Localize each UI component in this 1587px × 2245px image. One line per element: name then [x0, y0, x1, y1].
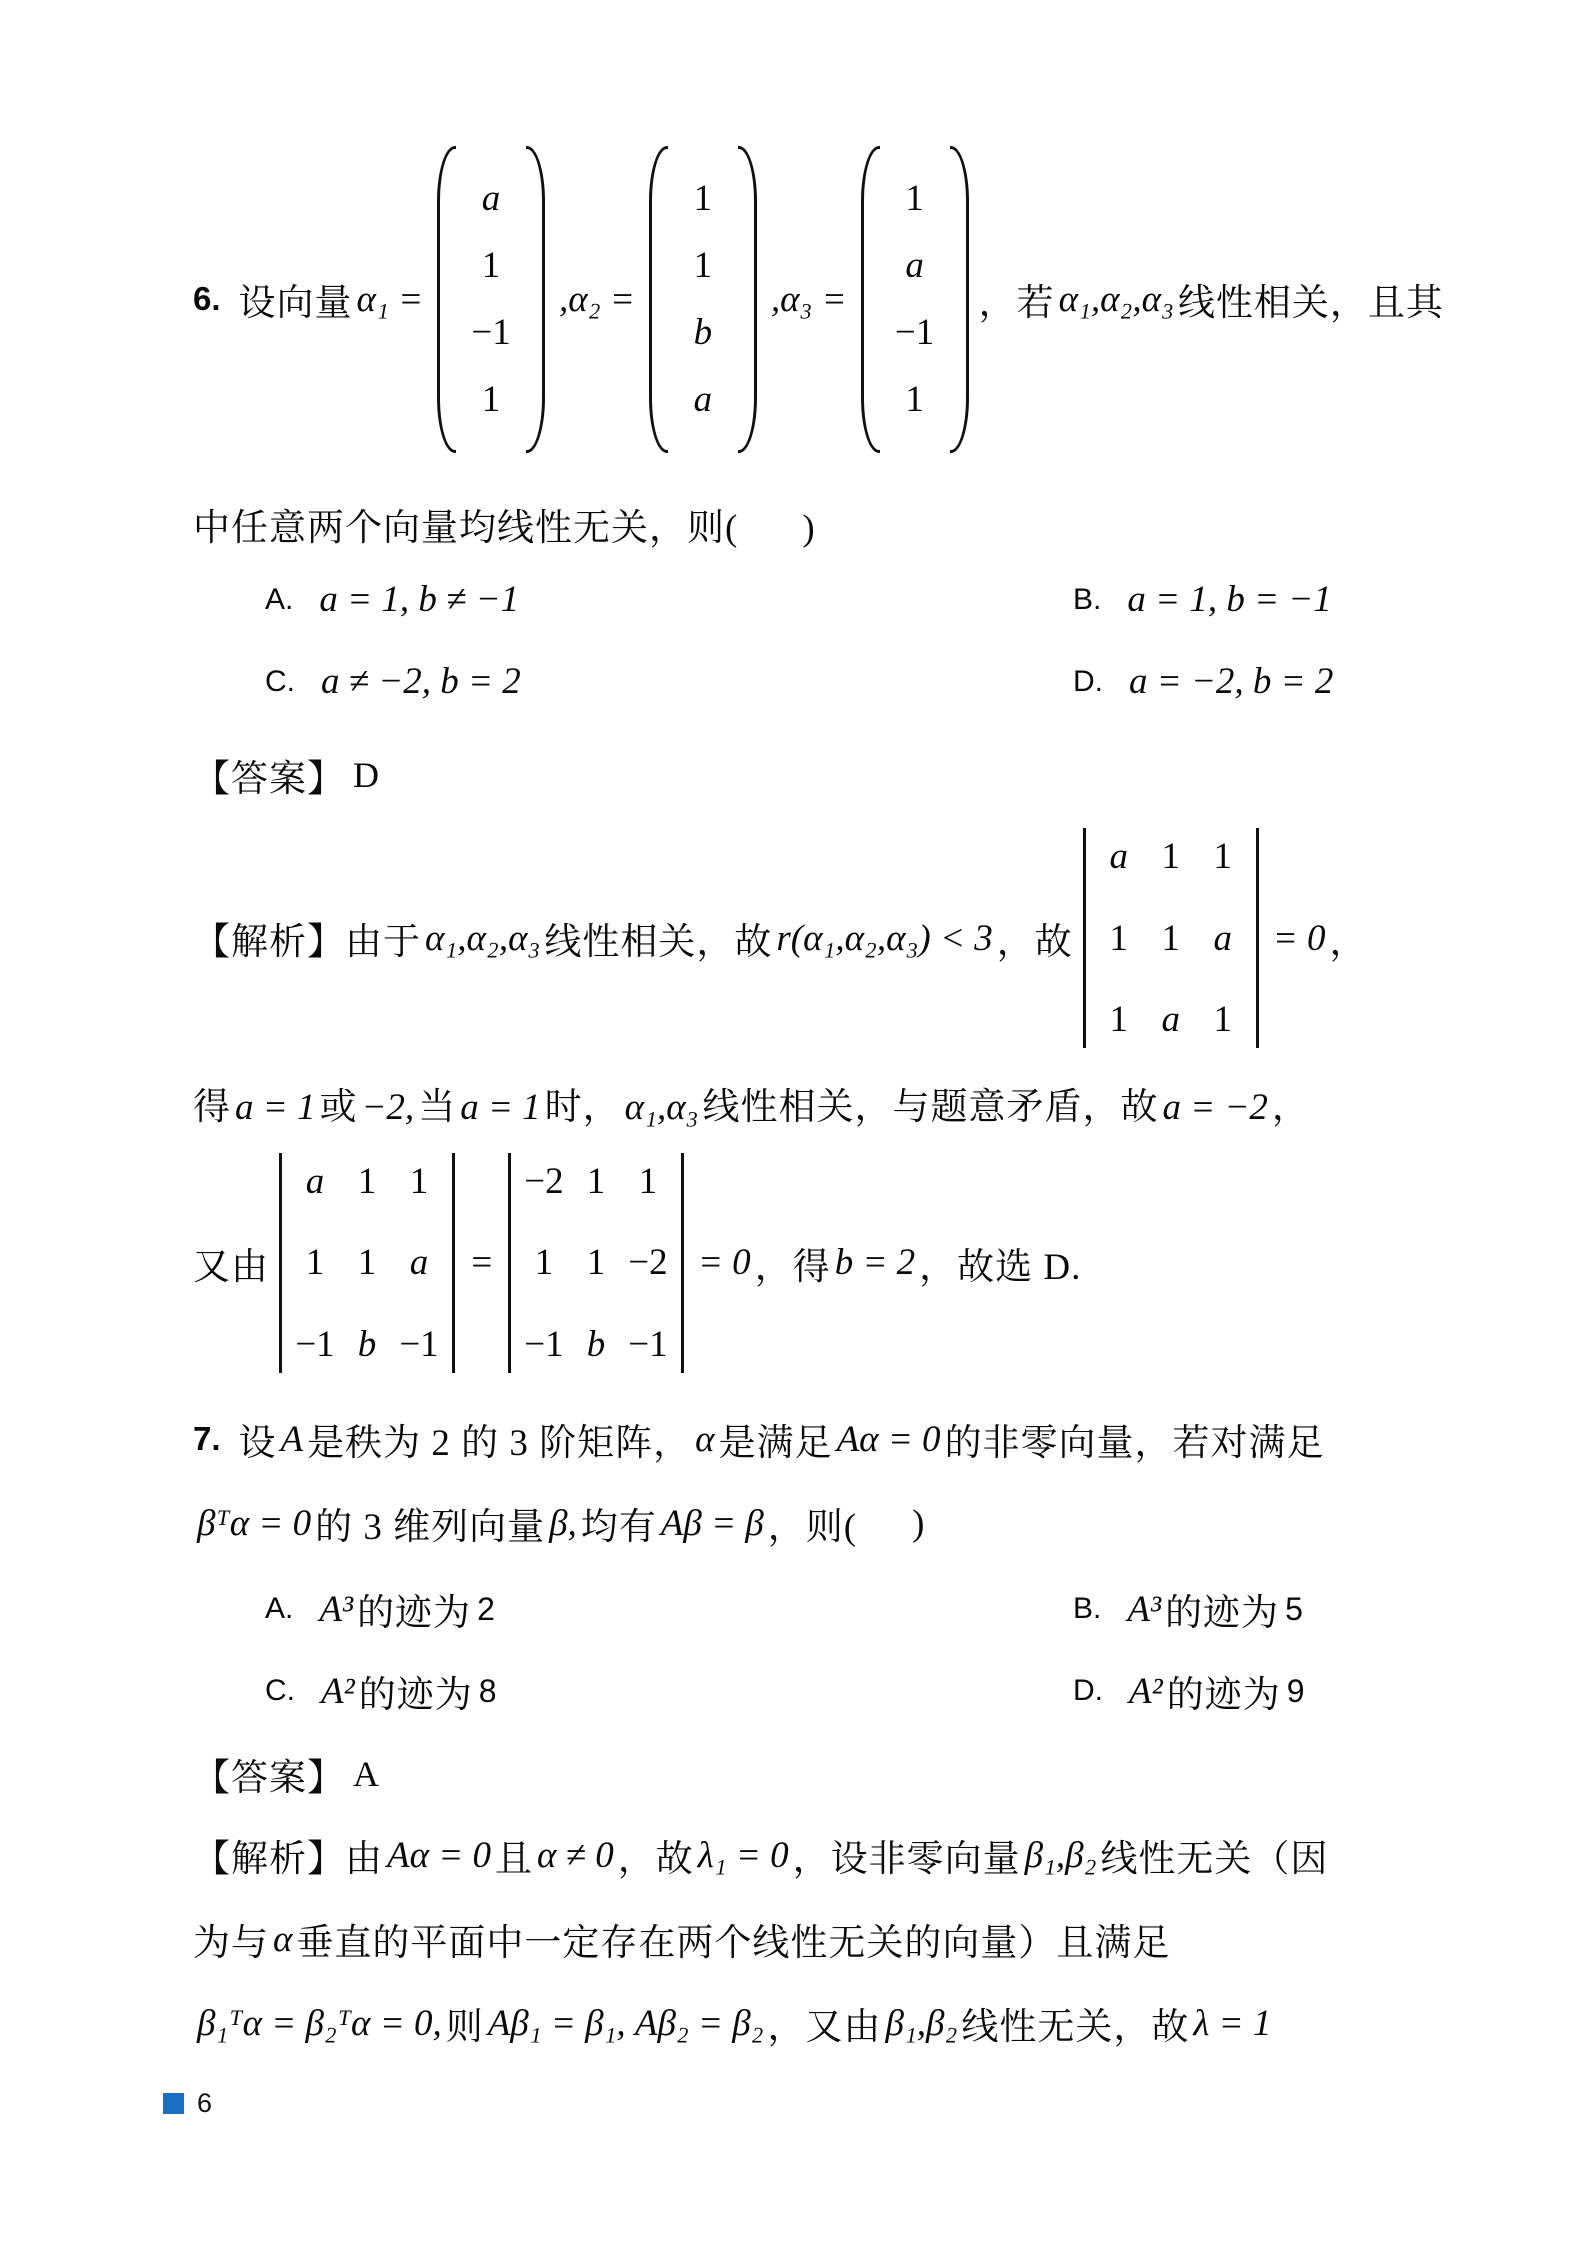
- vector-column: [668, 146, 738, 453]
- q7-math: βᵀα = 0: [197, 1502, 312, 1544]
- solution-math: α: [273, 1918, 293, 1960]
- solution-text: ，: [1329, 922, 1368, 963]
- solution-text: ，故选 D.: [919, 1246, 1082, 1288]
- option-text: 的迹为: [358, 1675, 473, 1716]
- det-entry: 1: [586, 1242, 606, 1283]
- vector-entry: 1: [905, 379, 924, 421]
- solution-text: 【解析】由: [193, 1839, 383, 1880]
- q7-text: ，则(: [767, 1507, 858, 1548]
- vector-entry: 1: [481, 244, 501, 286]
- det-entry: 1: [1213, 836, 1232, 877]
- q6-solution-line1: [193, 836, 1367, 1040]
- solution-math: a = 1: [460, 1087, 541, 1128]
- solution-text: 线性无关（因: [1100, 1839, 1329, 1880]
- det-entry: 1: [357, 1242, 377, 1283]
- solution-math: β₁ᵀα = β₂ᵀα = 0,: [197, 2002, 442, 2044]
- option-label: D.: [1073, 1674, 1103, 1707]
- option-value: 2: [477, 1590, 495, 1627]
- option-power: A³: [1127, 1588, 1162, 1630]
- vector-entry: a: [481, 177, 501, 219]
- q7-math: A: [280, 1418, 304, 1460]
- det-entry: a: [1161, 999, 1180, 1040]
- q6-solution-line2: [193, 1076, 1310, 1130]
- solution-text: ，故: [996, 922, 1073, 963]
- footer-marker-square: [163, 2093, 184, 2114]
- vector-entry: 1: [693, 177, 713, 219]
- determinant-2: [279, 1153, 455, 1373]
- q7-question-line1: [193, 1412, 1325, 1466]
- option-label: C.: [265, 1674, 295, 1707]
- det-entry: 1: [409, 1160, 429, 1202]
- det-entry: −1: [295, 1323, 335, 1365]
- det-entry: 1: [1109, 917, 1128, 959]
- answer-value: D: [353, 755, 379, 795]
- solution-math: = 0: [1272, 917, 1326, 959]
- option-label: B.: [1073, 582, 1102, 616]
- q7-solution-line3: [193, 1996, 1275, 2050]
- det-entry: −1: [399, 1323, 439, 1365]
- q7-option-a: [265, 1582, 495, 1636]
- q7-answer-line: [193, 1747, 379, 1801]
- solution-math: = 0: [697, 1242, 751, 1283]
- vector-entry: 1: [905, 177, 924, 219]
- solution-text: 线性相关，故: [544, 922, 773, 963]
- q6-alpha2-label: ,α₂ =: [559, 278, 635, 320]
- right-paren: [738, 146, 757, 453]
- q7-math: Aα = 0: [836, 1418, 941, 1460]
- q7-solution-line1: [193, 1828, 1328, 1882]
- option-power: A³: [319, 1588, 354, 1630]
- solution-text: 得: [193, 1087, 231, 1128]
- option-label: A.: [265, 582, 294, 616]
- solution-math: Aα = 0: [387, 1834, 491, 1876]
- q6-alphas-list: α₁,α₂,α₃: [1058, 278, 1174, 320]
- q7-number: 7.: [193, 1420, 221, 1457]
- q7-text: 是满足: [718, 1423, 833, 1464]
- det-entry: a: [1109, 836, 1128, 877]
- det-entry: 1: [1213, 999, 1232, 1040]
- right-paren: [950, 146, 969, 453]
- det-entry: 1: [305, 1242, 325, 1283]
- answer-value: A: [353, 1754, 379, 1794]
- det-entry: a: [1213, 917, 1232, 959]
- det-entry: a: [305, 1160, 325, 1202]
- q7-question-line2: [193, 1496, 925, 1550]
- q7-close-paren: ): [912, 1502, 926, 1544]
- q6-mid-text: ，若: [978, 283, 1055, 324]
- det-entry: a: [409, 1242, 429, 1283]
- solution-text: ，设非零向量: [792, 1839, 1021, 1880]
- q6-option-b: [1073, 578, 1336, 621]
- det-entry: 1: [534, 1242, 554, 1283]
- q7-option-d: [1073, 1664, 1305, 1718]
- solution-text: ，: [1271, 1087, 1310, 1128]
- q6-alpha3-label: ,α₃ =: [770, 278, 847, 320]
- det-entry: −2: [524, 1160, 564, 1202]
- q6-line2-text: 中任意两个向量均线性无关，则(: [193, 508, 739, 549]
- vector-column: [456, 146, 526, 453]
- option-power: A²: [321, 1670, 355, 1712]
- solution-text: 则: [445, 2007, 484, 2048]
- solution-math: Aβ₁ = β₁, Aβ₂ = β₂: [487, 2002, 764, 2044]
- option-text: 的迹为: [1166, 1675, 1281, 1716]
- q6-tail-text: 线性相关，且其: [1177, 283, 1444, 324]
- solution-text: 且: [495, 1839, 533, 1880]
- q7-solution-line2: [193, 1912, 1170, 1966]
- left-paren: [861, 146, 880, 453]
- solution-text: 又由: [193, 1246, 269, 1288]
- vector-entry: 1: [693, 244, 713, 286]
- q6-alpha1-label: α₁ =: [356, 278, 424, 320]
- q7-option-c: [265, 1664, 497, 1718]
- q7-text: 的 3 维列向量: [315, 1507, 546, 1548]
- solution-text: 【解析】由于: [193, 922, 421, 963]
- q6-lead-text: 设向量: [238, 283, 353, 324]
- det-entry: −1: [628, 1323, 668, 1365]
- solution-text: 线性相关，与题意矛盾，故: [702, 1087, 1159, 1128]
- determinant-1: [1083, 828, 1259, 1048]
- q6-question-line2: [193, 497, 816, 551]
- det-entry: 1: [586, 1160, 606, 1202]
- q7-text: 均有: [580, 1507, 657, 1548]
- det-entry: 1: [638, 1160, 658, 1202]
- option-value: 5: [1285, 1590, 1303, 1627]
- q6-line2-close: ): [802, 508, 816, 549]
- solution-math: −2,: [361, 1087, 415, 1128]
- solution-text: 线性无关，故: [961, 2007, 1190, 2048]
- q6-vector-2: [649, 146, 757, 453]
- page-footer: [163, 2088, 212, 2119]
- vector-column: [880, 146, 950, 453]
- option-text: 的迹为: [1165, 1593, 1280, 1634]
- det-entry: −1: [524, 1323, 564, 1365]
- option-value: 8: [478, 1672, 497, 1709]
- option-text: 的迹为: [357, 1593, 472, 1634]
- det-entry: 1: [1161, 917, 1180, 959]
- vector-entry: −1: [894, 312, 935, 354]
- solution-text: ，故: [617, 1839, 694, 1880]
- solution-math: β₁,β₂: [1024, 1834, 1097, 1876]
- solution-text: 垂直的平面中一定存在两个线性无关的向量）且满足: [296, 1923, 1171, 1964]
- q7-option-b: [1073, 1582, 1303, 1636]
- solution-math: b = 2: [834, 1242, 916, 1283]
- det-entry: −2: [628, 1242, 668, 1283]
- solution-text: 当: [418, 1087, 457, 1128]
- solution-math: α₁,α₃: [624, 1087, 699, 1128]
- det-entry: 1: [1109, 999, 1128, 1040]
- option-label: A.: [265, 1592, 294, 1625]
- solution-text: ，又由: [767, 2007, 882, 2048]
- solution-text: 或: [319, 1087, 358, 1128]
- option-value: 9: [1286, 1672, 1305, 1709]
- option-label: C.: [265, 664, 295, 698]
- solution-math: β₁,β₂: [885, 2002, 958, 2044]
- left-paren: [437, 146, 456, 453]
- option-label: B.: [1073, 1592, 1102, 1625]
- left-paren: [649, 146, 668, 453]
- solution-math: a = −2: [1162, 1087, 1268, 1128]
- vector-entry: b: [693, 312, 713, 354]
- solution-math: α₁,α₂,α₃: [425, 917, 541, 959]
- q7-text: 设: [238, 1423, 277, 1464]
- solution-text: 为与: [193, 1923, 269, 1964]
- q6-solution-line3: [193, 1160, 1081, 1365]
- option-label: D.: [1073, 664, 1103, 698]
- vector-entry: a: [693, 379, 713, 421]
- q7-math: α: [695, 1418, 715, 1460]
- q7-text: 是秩为 2 的 3 阶矩阵，: [307, 1423, 692, 1464]
- right-paren: [526, 146, 545, 453]
- q6-option-d: [1073, 660, 1337, 703]
- page-number: 6: [197, 2088, 213, 2118]
- q6-question-line1: [193, 140, 1444, 458]
- q6-option-a: [265, 578, 523, 621]
- q6-option-c: [265, 660, 525, 703]
- equals-sign: =: [469, 1242, 494, 1283]
- option-formula: a = 1, b ≠ −1: [319, 579, 520, 620]
- option-formula: a ≠ −2, b = 2: [321, 661, 521, 702]
- solution-math: λ₁ = 0: [697, 1834, 789, 1876]
- det-entry: b: [357, 1323, 377, 1365]
- option-formula: a = −2, b = 2: [1129, 661, 1334, 702]
- q7-math: Aβ = β: [660, 1502, 764, 1544]
- solution-text: ，得: [754, 1246, 831, 1288]
- vector-entry: −1: [471, 312, 511, 354]
- vector-entry: 1: [481, 379, 501, 421]
- solution-math: λ = 1: [1193, 2002, 1272, 2044]
- determinant-3: [508, 1153, 684, 1373]
- option-formula: a = 1, b = −1: [1127, 579, 1332, 620]
- q7-text: 的非零向量，若对满足: [944, 1423, 1325, 1464]
- q6-vector-3: [861, 146, 969, 453]
- solution-text: 时，: [544, 1087, 621, 1128]
- det-entry: 1: [357, 1160, 377, 1202]
- option-power: A²: [1129, 1670, 1163, 1712]
- solution-math: r(α₁,α₂,α₃) < 3: [776, 917, 993, 959]
- q6-vector-1: [437, 146, 545, 453]
- solution-math: a = 1: [235, 1087, 316, 1128]
- answer-label: 【答案】: [193, 759, 345, 800]
- det-entry: 1: [1161, 836, 1180, 877]
- q6-number: 6.: [193, 280, 221, 317]
- solution-math: α ≠ 0: [537, 1834, 614, 1876]
- q6-answer-line: [193, 748, 379, 802]
- q7-math: β,: [549, 1502, 577, 1544]
- vector-entry: a: [905, 244, 924, 286]
- det-entry: b: [586, 1323, 606, 1365]
- answer-label: 【答案】: [193, 1758, 345, 1799]
